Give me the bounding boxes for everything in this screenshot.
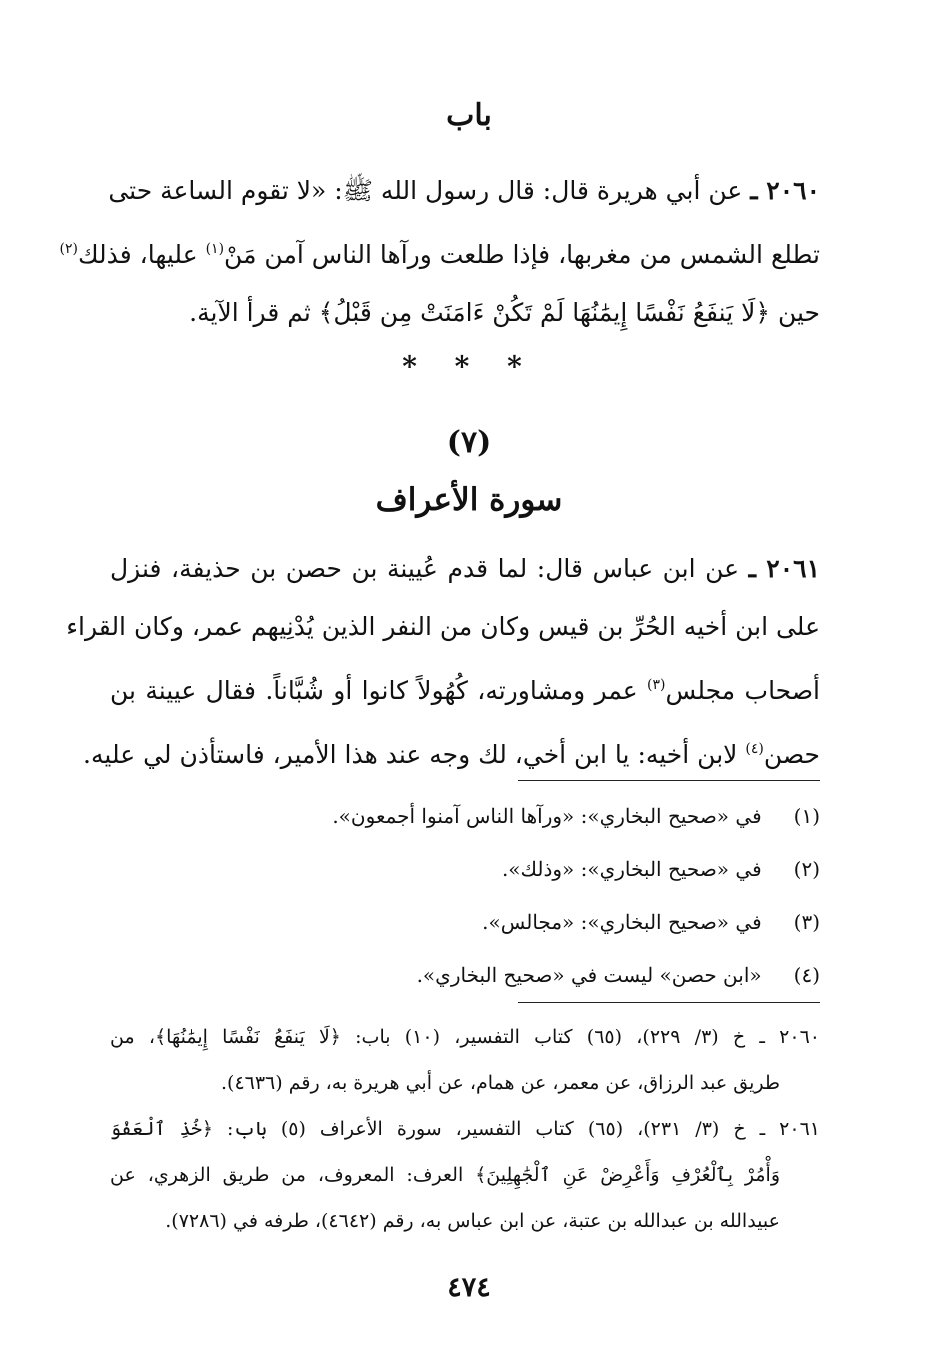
footnote-ref-3[interactable]: (٣)	[647, 677, 666, 693]
footnote-ref-1[interactable]: (١)	[205, 241, 225, 257]
footnote-ref-4[interactable]: (٤)	[745, 741, 764, 757]
footnote-ref-2[interactable]: (٢)	[59, 241, 78, 257]
reference-divider	[518, 1002, 820, 1003]
hadith-text: تطلع الشمس من مغربها، فإذا طلعت ورآها الناس آمن مَنْ	[224, 240, 820, 269]
hadith-text: عليها، فذلك	[77, 240, 206, 269]
hadith-2060-line-1	[110, 162, 820, 220]
footnote-number: (١)	[793, 804, 820, 828]
footnote-text: في «صحيح البخاري»: «مجالس».	[482, 910, 762, 934]
footnote-text: في «صحيح البخاري»: «وذلك».	[501, 857, 762, 881]
hadith-text: لابن أخيه: يا ابن أخي، لك وجه عند هذا الأمير، فاستأذن لي عليه.	[83, 740, 746, 769]
hadith-2061-line-3	[110, 656, 820, 720]
hadith-text: حصن	[763, 740, 820, 769]
footnote-item	[110, 903, 820, 956]
footnote-item	[110, 797, 820, 850]
footnote-number: (٢)	[793, 857, 820, 881]
hadith-text: على ابن أخيه الحُرِّ بن قيس وكان من النفر الذين يُدْنِيهم عمر، وكان القراء	[66, 612, 820, 641]
hadith-text: حين ﴿لَا يَنفَعُ نَفْسًا إِيمَٰنُهَا لَمْ تَكُنْ ءَامَنَتْ مِن قَبْلُ﴾ ثم قرأ الآية.	[189, 298, 820, 327]
sura-title: سورة الأعراف	[375, 482, 563, 518]
hadith-2061-line-1	[110, 540, 820, 598]
footnote-text: «ابن حصن» ليست في «صحيح البخاري».	[416, 963, 762, 987]
reference-line: ٢٠٦١ ـ خ (٣/ ٢٣١)، (٦٥) كتاب التفسير، سورة الأعراف (٥) باب: ﴿خُذِ ٱلْعَفْوَ	[110, 1118, 820, 1140]
hadith-number: ٢٠٦٠ ـ	[750, 176, 820, 205]
footnote-number: (٤)	[793, 963, 820, 987]
sura-number: (٧)	[446, 425, 492, 460]
hadith-2061-line-2	[66, 598, 820, 656]
hadith-text: عمر ومشاورته، كُهُولاً كانوا أو شُبَّاناً. فقال عيينة بن	[110, 676, 648, 705]
footnote-text: في «صحيح البخاري»: «ورآها الناس آمنوا أجمعون».	[332, 804, 762, 828]
footnote-number: (٣)	[793, 910, 820, 934]
hadith-text: عن ابن عباس قال: لما قدم عُيينة بن حصن بن حذيفة، فنزل	[110, 554, 740, 583]
hadith-text: أصحاب مجلس	[665, 676, 820, 705]
reference-line: وَأْمُرْ بِٱلْعُرْفِ وَأَعْرِضْ عَنِ ٱلْجَٰهِلِينَ﴾ العرف: المعروف، من طريق الزهري، عن	[110, 1164, 780, 1186]
hadith-2061-line-4	[83, 720, 820, 784]
hadith-2061	[66, 540, 820, 784]
hadith-2060	[59, 162, 820, 342]
section-separator: * * *	[402, 350, 536, 383]
hadith-text: عن أبي هريرة قال: قال رسول الله ﷺ: «لا تقوم الساعة حتى	[108, 176, 743, 205]
footnote-item	[110, 850, 820, 903]
footnotes	[110, 797, 820, 1009]
source-references	[110, 1015, 820, 1245]
reference-line: عبيدالله بن عبدالله بن عتبة، عن ابن عباس به، رقم (٤٦٤٢)، طرفه في (٧٢٨٦).	[165, 1210, 780, 1232]
footnote-divider	[518, 780, 820, 781]
hadith-2060-line-2	[59, 220, 820, 284]
page-number: ٤٧٤	[447, 1272, 491, 1303]
hadith-2060-line-3	[110, 284, 820, 342]
reference-line: ٢٠٦٠ ـ خ (٣/ ٢٢٩)، (٦٥) كتاب التفسير، (١٠) باب: ﴿لَا يَنفَعُ نَفْسًا إِيمَٰنُهَا﴾، من	[110, 1026, 820, 1048]
reference-line: طريق عبد الرزاق، عن معمر، عن همام، عن أبي هريرة به، رقم (٤٦٣٦).	[220, 1072, 780, 1094]
chapter-heading: باب	[446, 98, 492, 133]
hadith-number: ٢٠٦١ ـ	[748, 554, 820, 583]
